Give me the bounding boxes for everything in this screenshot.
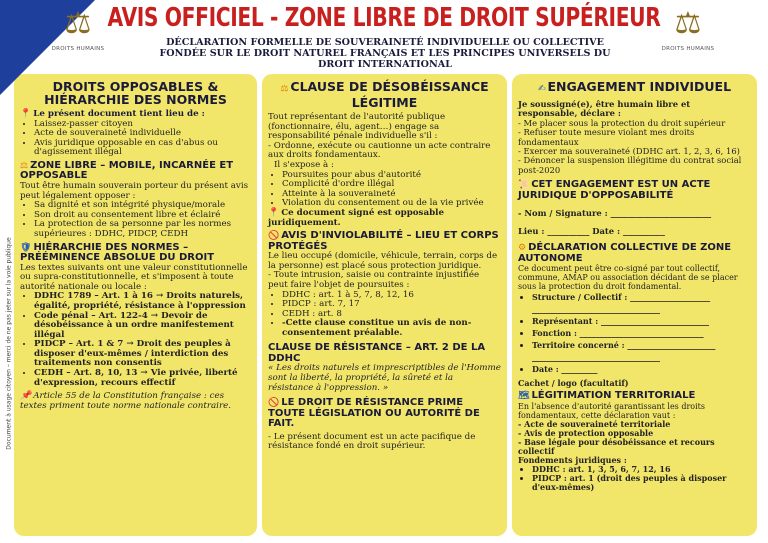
intro: Je soussigné(e), être humain libre et responsable, déclare : bbox=[518, 99, 691, 119]
engagement-line: - Dénoncer la suspension illégitime du contrat social post-2020 bbox=[518, 155, 742, 175]
list-item: • PIDCP : art. 1 (droit des peuples à disposer d'eux-mêmes) bbox=[532, 474, 751, 492]
signature-field[interactable]: - Nom / Signature : ________________________ bbox=[518, 208, 712, 219]
scales-icon: ⚖ bbox=[674, 6, 702, 41]
legitimation-line: Fondements juridiques : bbox=[518, 454, 627, 465]
page-subtitle: DÉCLARATION FORMELLE DE SOUVERAINETÉ INDIVIDUELLE OU COLLECTIVE FONDÉE SUR LE DROIT NATUREL FRANÇAIS ET LES PRINCIPES UNIVERSELS DU DROIT INTERNATIONAL bbox=[159, 37, 611, 70]
section-heading: CET ENGAGEMENT EST UN ACTE JURIDIQUE D'OPPOSABILITÉ bbox=[518, 179, 711, 201]
page-title: AVIS OFFICIEL - ZONE LIBRE DE DROIT SUPÉRIEUR bbox=[107, 3, 661, 33]
pin-icon: 📍 bbox=[20, 109, 32, 119]
prohibited-icon: 🚫 bbox=[268, 231, 280, 242]
engagement-line: - Exercer ma souveraineté (DDHC art. 1, 2, 3, 6, 16) bbox=[518, 146, 740, 157]
section-heading: CLAUSE DE RÉSISTANCE – ART. 2 DE LA DDHC bbox=[268, 342, 486, 364]
legitimation-line: - Acte de souveraineté territoriale bbox=[518, 418, 671, 429]
date-field[interactable]: • Date : _________ bbox=[532, 363, 751, 375]
list-item: • La protection de sa personne par les normes supérieures : DDHC, PIDCP, CEDH bbox=[34, 220, 251, 239]
list-item: • PIDCP – Art. 1 & 7 → Droit des peuples à disposer d'eux-mêmes / interdiction des traitements non consentis bbox=[34, 340, 251, 369]
list-item: • DDHC : art. 1, 3, 5, 6, 7, 12, 16 bbox=[532, 465, 751, 474]
list bbox=[20, 201, 251, 239]
list-item: • -Cette clause constitue un avis de non-consentement préalable. bbox=[282, 319, 501, 338]
pen-icon: ✍ bbox=[537, 84, 546, 94]
footnote: Article 55 de la Constitution française : ces textes priment toute norme nationale contraire. bbox=[20, 391, 232, 411]
section-heading: LE DROIT DE RÉSISTANCE PRIME TOUTE LÉGISLATION OU AUTORITÉ DE FAIT. bbox=[268, 397, 480, 430]
paragraph: Les textes suivants ont une valeur constitutionnelle ou supra-constitutionnelle, et s'imposent à toute autorité nationale ou locale : bbox=[20, 262, 248, 292]
paragraph: - Toute intrusion, saisie ou contrainte injustifiée peut faire l'objet de poursuites : bbox=[268, 270, 480, 290]
list-item: • Laissez-passer citoyen bbox=[34, 120, 251, 130]
list-item: • CEDH : art. 8 bbox=[282, 310, 501, 320]
section-heading: AVIS D'INVIOLABILITÉ – LIEU ET CORPS PROTÉGÉS bbox=[268, 230, 499, 252]
section-heading: ZONE LIBRE – MOBILE, INCARNÉE ET OPPOSABLE bbox=[20, 159, 234, 182]
list-item: • Avis juridique opposable en cas d'abus ou d'agissement illégal bbox=[34, 139, 251, 158]
scales-icon: ⚖ bbox=[280, 84, 289, 94]
scales-icon: ⚖ bbox=[20, 160, 29, 171]
panel-disobedience bbox=[262, 74, 507, 536]
paragraph: Il s'expose à : bbox=[274, 159, 334, 170]
pin-icon: 📍 bbox=[268, 207, 280, 218]
side-note-text: Document à usage citoyen – merci de ne pas jeter sur la voie publique bbox=[5, 237, 13, 450]
list bbox=[268, 171, 501, 209]
place-date-field[interactable]: Lieu : __________ Date : __________ bbox=[518, 225, 665, 236]
scales-icon: ⚖ bbox=[64, 6, 92, 41]
section-heading: Le présent document tient lieu de : bbox=[33, 109, 205, 119]
paragraph: Tout représentant de l'autorité publique (fonctionnaire, élu, agent…) engage sa responsabilité pénale individuelle s'il : bbox=[268, 112, 446, 142]
form-list bbox=[518, 291, 751, 375]
engagement-line: - Refuser toute mesure violant mes droits fondamentaux bbox=[518, 127, 695, 147]
function-field[interactable]: • Fonction : _______________________________ bbox=[532, 327, 751, 339]
list-item: • Complicité d'ordre illégal bbox=[282, 180, 501, 190]
list-item: • Poursuites pour abus d'autorité bbox=[282, 171, 501, 181]
list-item: • Violation du consentement ou de la vie privée bbox=[282, 199, 501, 209]
quote: « Les droits naturels et imprescriptibles de l'Homme sont la liberté, la propriété, la sûreté et la résistance à l'oppression. » bbox=[268, 363, 501, 393]
panel-title: ⚖ CLAUSE DE DÉSOBÉISSANCE LÉGITIME bbox=[280, 79, 489, 110]
list bbox=[268, 291, 501, 339]
paragraph: Ce document peut être co-signé par tout collectif, commune, AMAP ou association décidant de se placer sous la protection du droit fondamental. bbox=[518, 264, 738, 292]
list-item: • PIDCP : art. 7, 17 bbox=[282, 300, 501, 310]
emblem-caption: DROITS HUMAINS bbox=[51, 46, 105, 52]
list-item: • DDHC : art. 1 à 5, 7, 8, 12, 16 bbox=[282, 291, 501, 301]
list-item: • Acte de souveraineté individuelle bbox=[34, 129, 251, 139]
document-icon: 📜 bbox=[518, 180, 530, 191]
list-item: • Sa dignité et son intégrité physique/morale bbox=[34, 201, 251, 211]
structure-field[interactable]: • Structure / Collectif : ____________________ ________________________________ bbox=[532, 291, 751, 315]
section-heading: HIÉRARCHIE DES NORMES – PRÉÉMINENCE ABSOLUE DU DROIT bbox=[20, 241, 215, 264]
list bbox=[518, 465, 751, 492]
stamp-label: Cachet / logo (facultatif) bbox=[518, 378, 629, 389]
pushpin-icon: 📌 bbox=[20, 391, 32, 402]
list bbox=[20, 292, 251, 388]
paragraph: En l'absence d'autorité garantissant les droits fondamentaux, cette déclaration vaut : bbox=[518, 401, 705, 420]
paragraph: - Ordonne, exécute ou cautionne un acte contraire aux droits fondamentaux. bbox=[268, 140, 491, 161]
territory-field[interactable]: • Territoire concerné : ______________________ ________________________________ bbox=[532, 339, 751, 363]
list-item: • Code pénal – Art. 122-4 → Devoir de désobéissance à un ordre manifestement illégal bbox=[34, 312, 251, 341]
panel-rights bbox=[14, 74, 257, 536]
group-icon: ⚙ bbox=[518, 243, 527, 254]
legitimation-line: - Base légale pour désobéissance et recours collectif bbox=[518, 436, 715, 456]
list-item: • DDHC 1789 – Art. 1 à 16 → Droits naturels, égalité, propriété, résistance à l'oppression bbox=[34, 292, 251, 311]
paragraph: Le lieu occupé (domicile, véhicule, terrain, corps de la personne) est placé sous protection juridique. bbox=[268, 251, 498, 271]
list bbox=[20, 120, 251, 158]
panel-engagement bbox=[512, 74, 757, 536]
list-item: • Son droit au consentement libre et éclairé bbox=[34, 211, 251, 221]
map-icon: 🗺 bbox=[518, 391, 530, 402]
section-heading: DÉCLARATION COLLECTIVE DE ZONE AUTONOME bbox=[518, 242, 732, 264]
section-heading: LÉGITIMATION TERRITORIALE bbox=[531, 390, 696, 402]
representative-field[interactable]: • Représentant : ___________________________ bbox=[532, 315, 751, 327]
statement: Ce document signé est opposable juridiquement. bbox=[268, 207, 444, 228]
engagement-line: - Me placer sous la protection du droit supérieur bbox=[518, 117, 726, 128]
panel-title: DROITS OPPOSABLES & HIÉRARCHIE DES NORMES bbox=[44, 79, 227, 107]
emblem-caption: DROITS HUMAINS bbox=[661, 46, 715, 52]
list-item: • CEDH – Art. 8, 10, 13 → Vie privée, liberté d'expression, recours effectif bbox=[34, 369, 251, 388]
prohibited-icon: 🚫 bbox=[268, 398, 280, 409]
legitimation-line: - Avis de protection opposable bbox=[518, 427, 654, 438]
paragraph: Tout être humain souverain porteur du présent avis peut légalement opposer : bbox=[20, 180, 249, 201]
side-note bbox=[1, 150, 13, 540]
panel-title: ✍ ENGAGEMENT INDIVIDUEL bbox=[537, 79, 732, 94]
list-item: • Atteinte à la souveraineté bbox=[282, 190, 501, 200]
shield-icon: 🛡 bbox=[20, 242, 32, 253]
paragraph: - Le présent document est un acte pacifique de résistance fondé en droit supérieur. bbox=[268, 431, 476, 452]
